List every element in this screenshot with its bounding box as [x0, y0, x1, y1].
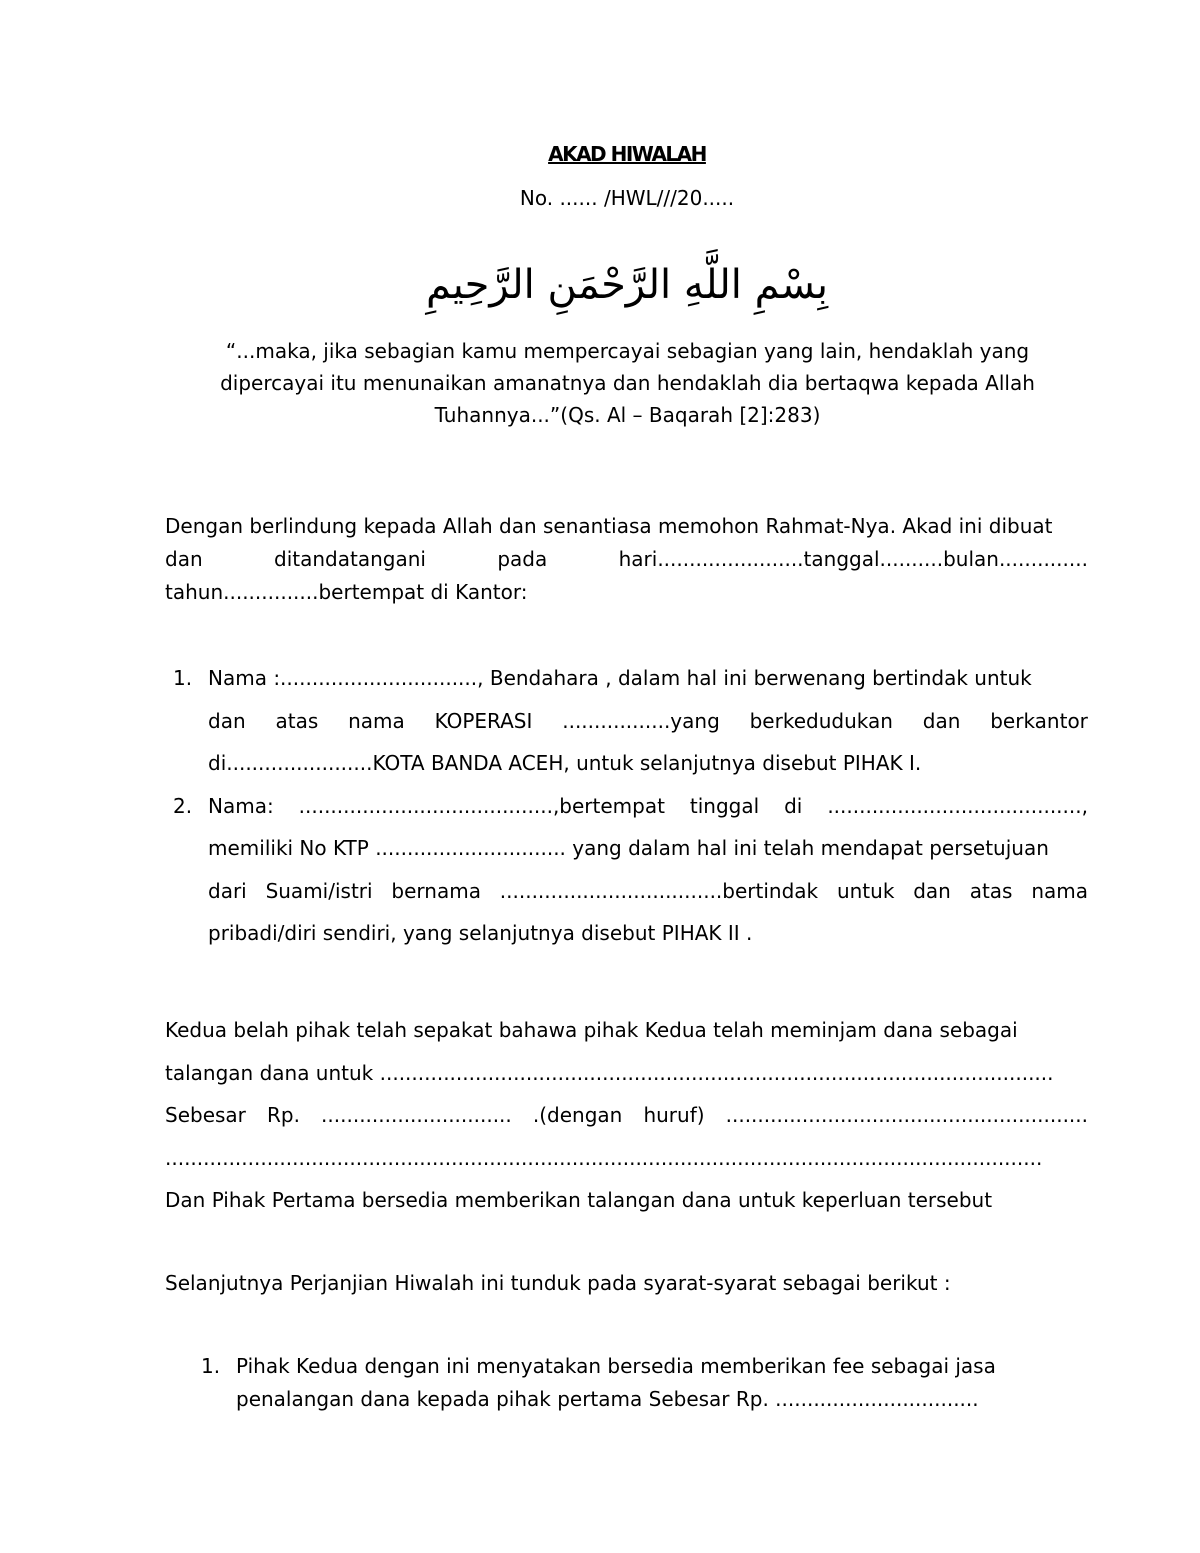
agreement-word: huruf) [643, 1103, 705, 1127]
party-word: bernama [391, 878, 481, 903]
terms-intro: Selanjutnya Perjanjian Hiwalah ini tunduk pada syarat-syarat sebagai berikut : [165, 1271, 951, 1295]
terms-list [165, 1350, 1088, 1416]
quran-quote [190, 335, 1065, 431]
intro-line: tahun...............bertempat di Kantor: [165, 580, 528, 604]
term-item [165, 1350, 1088, 1416]
party-word: berkantor [990, 708, 1088, 733]
agreement-line [165, 1094, 1088, 1137]
agreement-line: .......................................................................................................................................... [165, 1145, 1043, 1170]
party-word: dan [913, 878, 951, 903]
party-word: ...................................bertindak [499, 878, 819, 903]
list-number: 1. [173, 666, 193, 690]
agreement-word: .(dengan [532, 1103, 623, 1127]
term-line: penalangan dana kepada pihak pertama Sebesar Rp. ................................ [236, 1387, 979, 1411]
document-number: No. ...... /HWL///20..... [519, 186, 735, 210]
agreement-word: ......................................................... [725, 1103, 1088, 1127]
list-number: 2. [173, 793, 193, 818]
agreement-word: .............................. [321, 1103, 512, 1127]
basmalah: بِسْمِ اللَّهِ الرَّحْمَنِ الرَّحِيمِ [425, 262, 829, 308]
agreement-word: Sebesar [165, 1103, 246, 1127]
party-line [208, 870, 1088, 913]
party-word: berkedudukan [749, 708, 893, 733]
party-line [208, 785, 1088, 828]
parties-list [165, 657, 1088, 955]
party-word: ........................................,bertempat [298, 793, 665, 818]
agreement-line-text: Kedua belah pihak telah sepakat bahawa pihak Kedua telah meminjam dana sebagai [165, 1018, 1018, 1042]
party-line-text: memiliki No KTP .............................. yang dalam hal ini telah mendapat persetujuan [208, 836, 1049, 860]
party-word: dari [208, 878, 247, 903]
party-line: di.......................KOTA BANDA ACEH, untuk selanjutnya disebut PIHAK I. [208, 751, 922, 775]
intro-line-text: Dengan berlindung kepada Allah dan senantiasa memohon Rahmat-Nya. Akad ini dibuat [165, 514, 1053, 538]
party-word: untuk [836, 878, 895, 903]
party-word: Suami/istri [265, 878, 373, 903]
party-word: atas [969, 878, 1013, 903]
party-word: dan [208, 708, 246, 733]
party-line: pribadi/diri sendiri, yang selanjutnya disebut PIHAK II . [208, 921, 753, 945]
party-word: di [784, 793, 803, 818]
agreement-line: talangan dana untuk .......................................................................................................... [165, 1060, 1054, 1085]
intro-word: dan [165, 547, 203, 571]
party-word: nama [348, 708, 405, 733]
list-number: 1. [201, 1354, 221, 1378]
intro-word: pada [497, 547, 548, 571]
party-word: atas [275, 708, 319, 733]
term-line [236, 1350, 1088, 1383]
intro-word: ditandatangani [274, 547, 426, 571]
intro-line [165, 510, 1088, 543]
party-item [165, 657, 1088, 785]
intro-word: hari.......................tanggal..........bulan.............. [618, 547, 1088, 571]
party-word: Nama: [208, 793, 274, 818]
quote-line: “...maka, jika sebagian kamu mempercayai sebagian yang lain, hendaklah yang [225, 339, 1030, 363]
party-line-text: Nama :..............................., Bendahara , dalam hal ini berwenang bertindak untuk [208, 666, 1032, 690]
document-title: AKAD HIWALAH [548, 142, 706, 166]
intro-line [165, 543, 1088, 576]
party-line [208, 657, 1088, 700]
term-line-text: Pihak Kedua dengan ini menyatakan bersedia memberikan fee sebagai jasa [236, 1354, 996, 1378]
quote-line: Tuhannya...”(Qs. Al – Baqarah [2]:283) [434, 403, 821, 427]
party-word: KOPERASI [434, 708, 533, 733]
party-word: dan [922, 708, 961, 733]
agreement-line [165, 1009, 1088, 1052]
party-word: tinggal [689, 793, 760, 818]
party-word: .................yang [562, 708, 720, 733]
intro-paragraph [165, 510, 1088, 609]
agreement-line: Dan Pihak Pertama bersedia memberikan talangan dana untuk keperluan tersebut [165, 1188, 993, 1212]
party-line [208, 700, 1088, 743]
quote-line: dipercayai itu menunaikan amanatnya dan hendaklah dia bertaqwa kepada Allah [220, 371, 1035, 395]
party-word: ........................................, [827, 793, 1088, 818]
agreement-paragraph [165, 1009, 1088, 1222]
party-item [165, 785, 1088, 955]
party-line [208, 827, 1088, 870]
agreement-word: Rp. [267, 1103, 300, 1127]
party-word: nama [1031, 878, 1088, 903]
